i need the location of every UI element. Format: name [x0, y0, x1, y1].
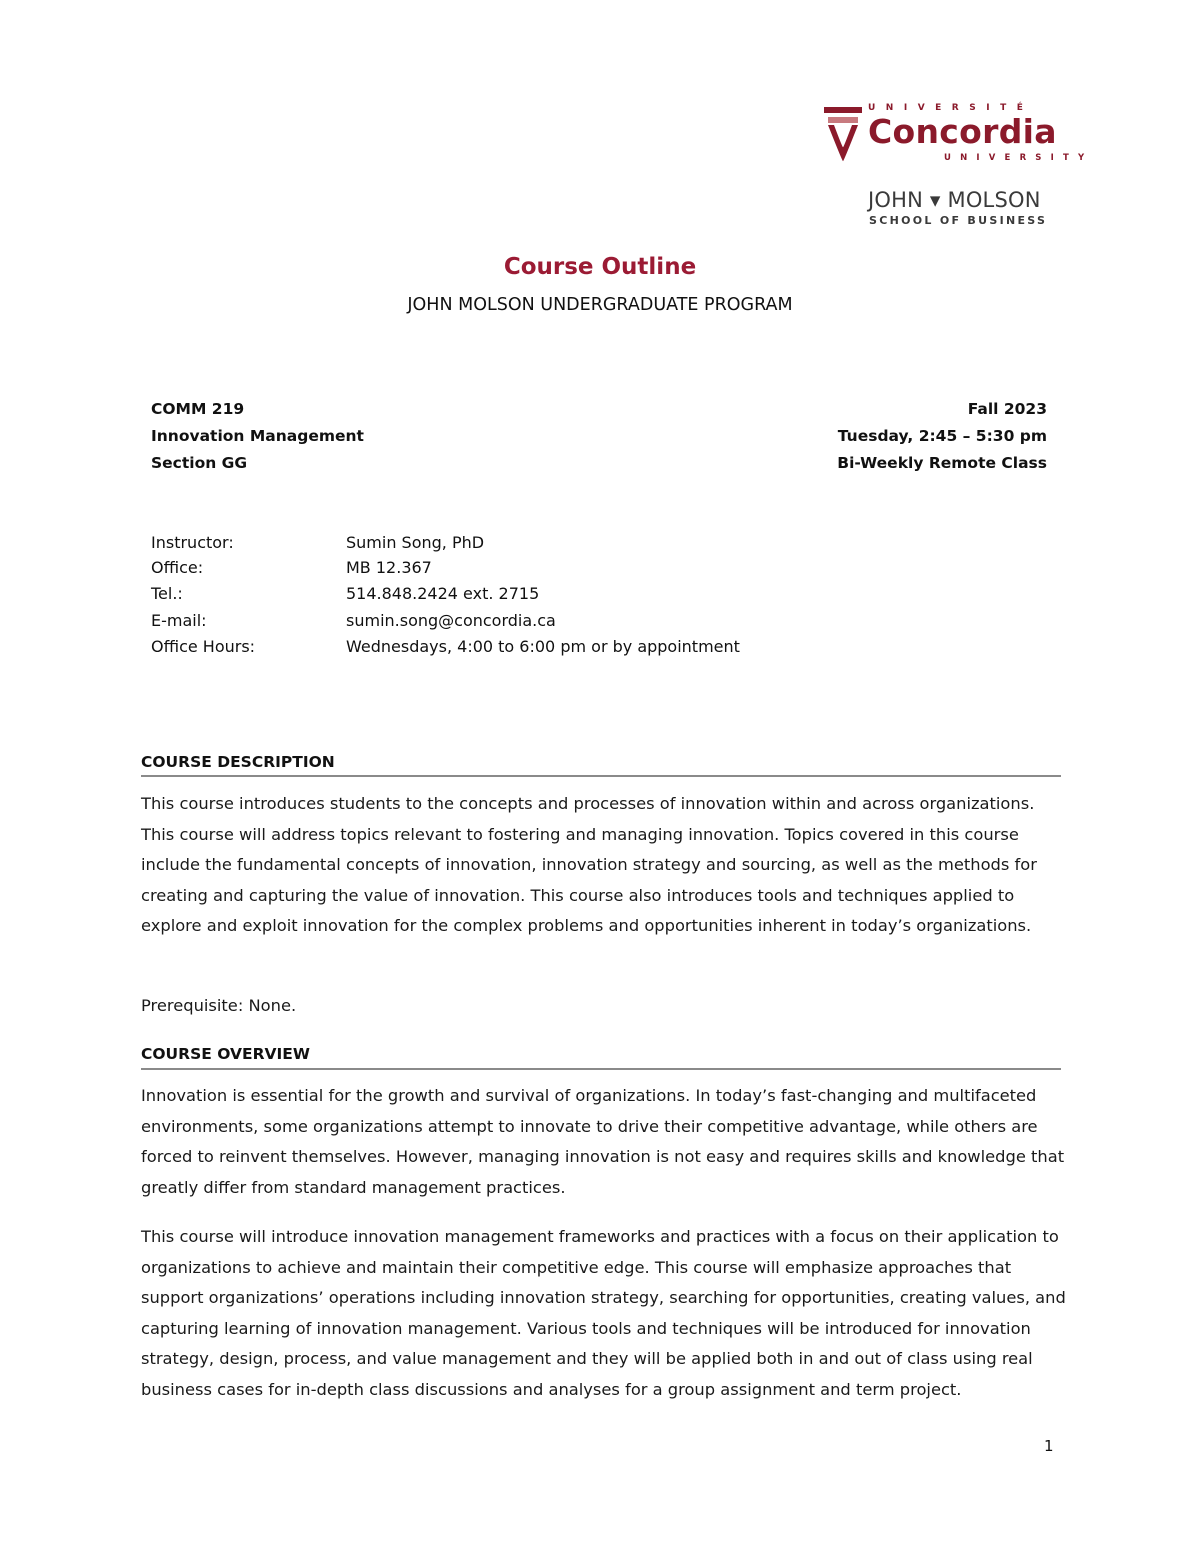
office-value: MB 12.367: [346, 558, 432, 577]
office-hours-label: Office Hours:: [151, 637, 256, 656]
logo-concordia-text: Concordia: [868, 112, 1057, 151]
section-divider: [141, 1068, 1061, 1070]
course-overview-paragraph-2: This course will introduce innovation management frameworks and practices with a focus on their application to organizations to achieve and maintain their competitive edge. This course will emphasize approaches that support organizations’ operations including innovation strategy, searching for opportunities, creating values, and capturing learning of innovation management. Various tools and techniques will be introduced for innovation strategy, design, process, and value management and they will be applied both in and out of class using real business cases for in-depth class discussions and analyses for a group assignment and term project.: [141, 1227, 1066, 1399]
course-section: Section GG: [151, 454, 248, 472]
logo-universite-text: UNIVERSITÉ: [868, 103, 1034, 113]
shield-icon: [822, 103, 864, 163]
course-term: Fall 2023: [967, 400, 1047, 418]
page-subtitle: JOHN MOLSON UNDERGRADUATE PROGRAM: [407, 295, 793, 315]
prerequisite-paragraph: Prerequisite: None.: [141, 996, 297, 1015]
section-heading-course-description: COURSE DESCRIPTION: [141, 753, 335, 771]
logo-university-text: UNIVERSITY: [944, 153, 1094, 163]
logo-school-of-business-text: SCHOOL OF BUSINESS: [869, 214, 1048, 227]
instructor-label: Instructor:: [151, 533, 234, 552]
email-label: E-mail:: [151, 611, 207, 630]
logo-john-molson-text: JOHN ▾ MOLSON: [868, 188, 1041, 212]
section-heading-course-overview: COURSE OVERVIEW: [141, 1045, 310, 1063]
email-link[interactable]: sumin.song@concordia.ca: [346, 611, 556, 630]
course-description-paragraph: This course introduces students to the concepts and processes of innovation within and across organizations. This course will address topics relevant to fostering and managing innovation. Topics covered in this course include the fundamental concepts of innovation, innovation strategy and sourcing, as well as the methods for creating and capturing the value of innovation. This course also introduces tools and techniques applied to explore and exploit innovation for the complex problems and opportunities inherent in today’s organizations.: [141, 794, 1037, 935]
page-number: 1: [1044, 1437, 1054, 1455]
office-hours-value: Wednesdays, 4:00 to 6:00 pm or by appointment: [346, 637, 740, 656]
instructor-value: Sumin Song, PhD: [346, 533, 485, 552]
tel-value: 514.848.2424 ext. 2715: [346, 584, 540, 603]
course-overview-paragraph-1: Innovation is essential for the growth and survival of organizations. In today’s fast-changing and multifaceted environments, some organizations attempt to innovate to drive their competitive advantage, while others are forced to reinvent themselves. However, managing innovation is not easy and requires skills and knowledge that greatly differ from standard management practices.: [141, 1086, 1065, 1197]
course-format: Bi-Weekly Remote Class: [837, 454, 1047, 472]
course-code: COMM 219: [151, 400, 245, 418]
course-name: Innovation Management: [151, 427, 364, 445]
course-schedule: Tuesday, 2:45 – 5:30 pm: [837, 427, 1047, 445]
tel-label: Tel.:: [151, 584, 183, 603]
section-divider: [141, 775, 1061, 777]
office-label: Office:: [151, 558, 204, 577]
page-title: Course Outline: [503, 254, 697, 280]
